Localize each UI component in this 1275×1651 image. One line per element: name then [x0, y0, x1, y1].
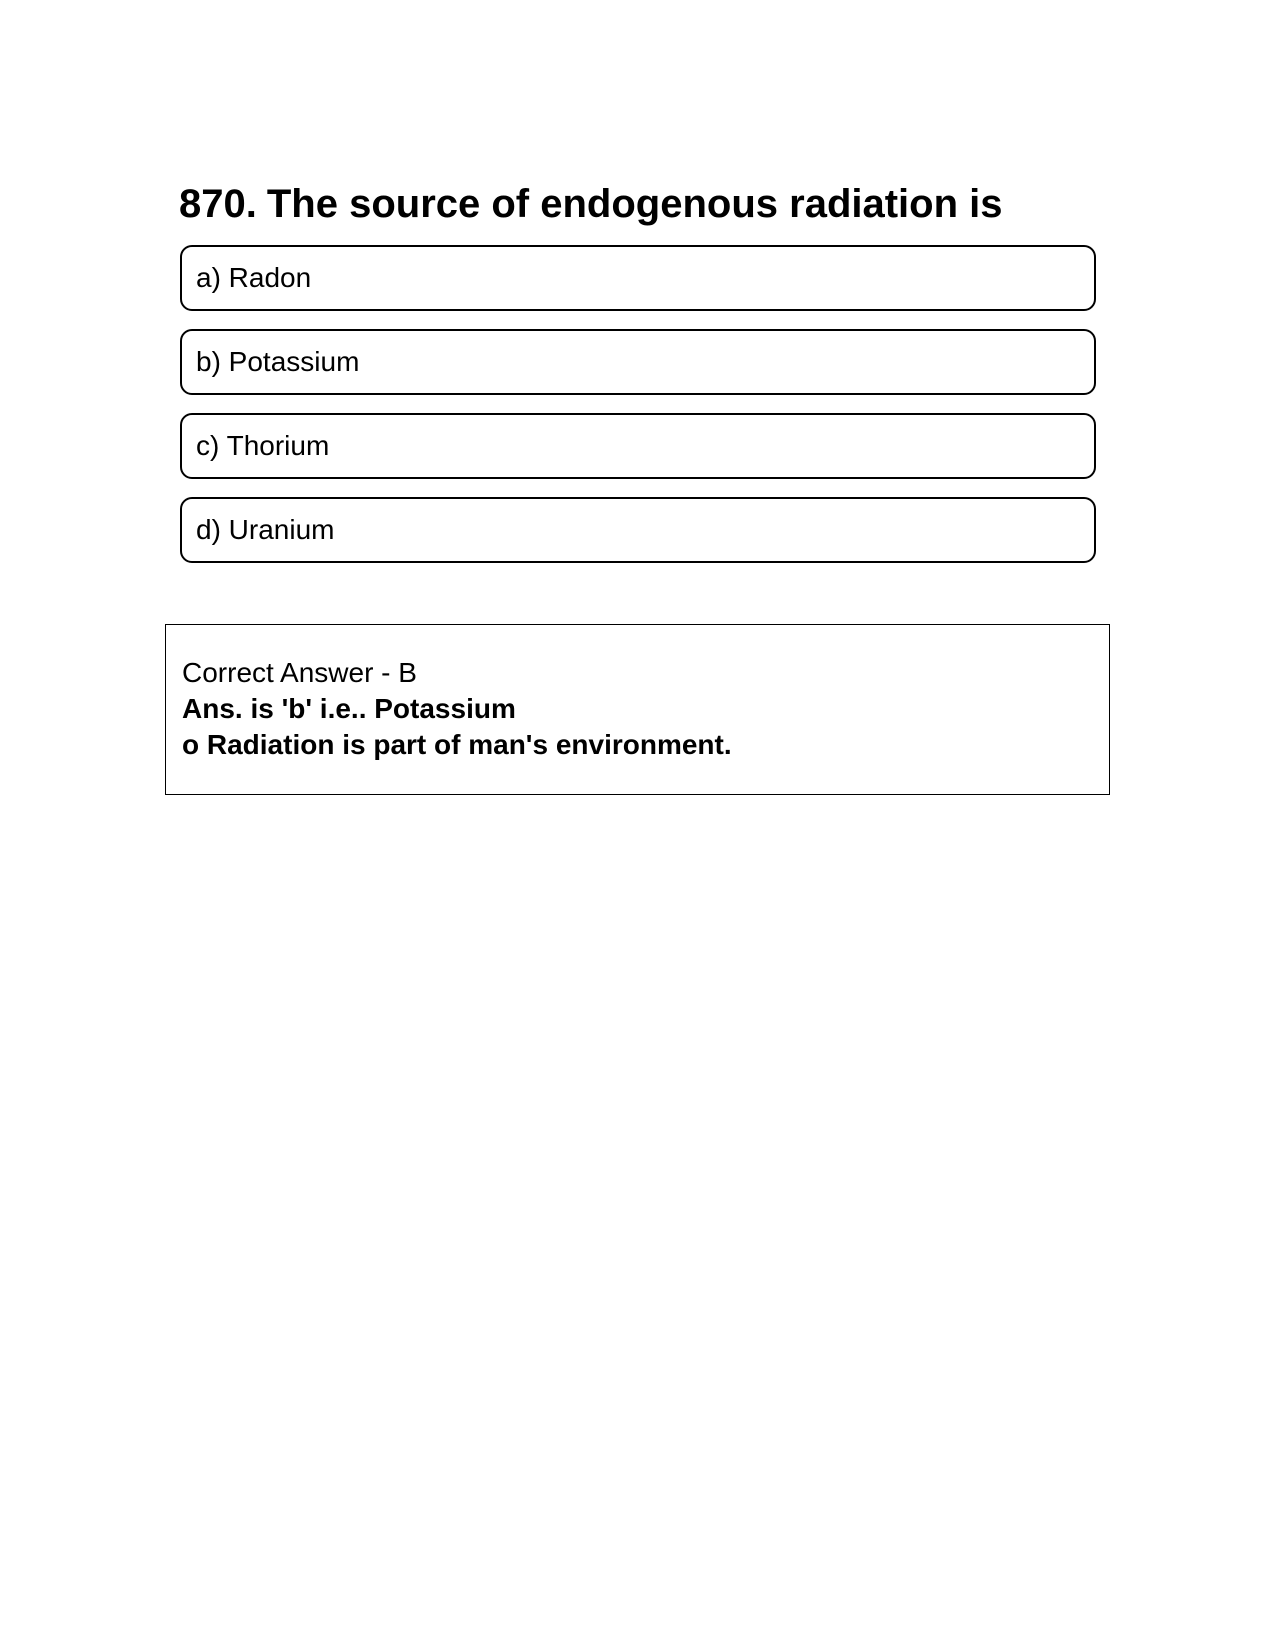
- option-d[interactable]: d) Uranium: [180, 497, 1096, 563]
- correct-answer-label: Correct Answer - B: [182, 657, 417, 688]
- option-c[interactable]: c) Thorium: [180, 413, 1096, 479]
- answer-explanation-line-2: o Radiation is part of man's environment.: [182, 729, 732, 760]
- option-a[interactable]: a) Radon: [180, 245, 1096, 311]
- question-title: [179, 176, 1003, 232]
- question-text: The source of endogenous radiation is: [266, 182, 1003, 226]
- question-number: 870.: [179, 182, 257, 226]
- answer-panel: [165, 624, 1110, 795]
- option-b[interactable]: b) Potassium: [180, 329, 1096, 395]
- answer-explanation-line-1: Ans. is 'b' i.e.. Potassium: [182, 693, 516, 724]
